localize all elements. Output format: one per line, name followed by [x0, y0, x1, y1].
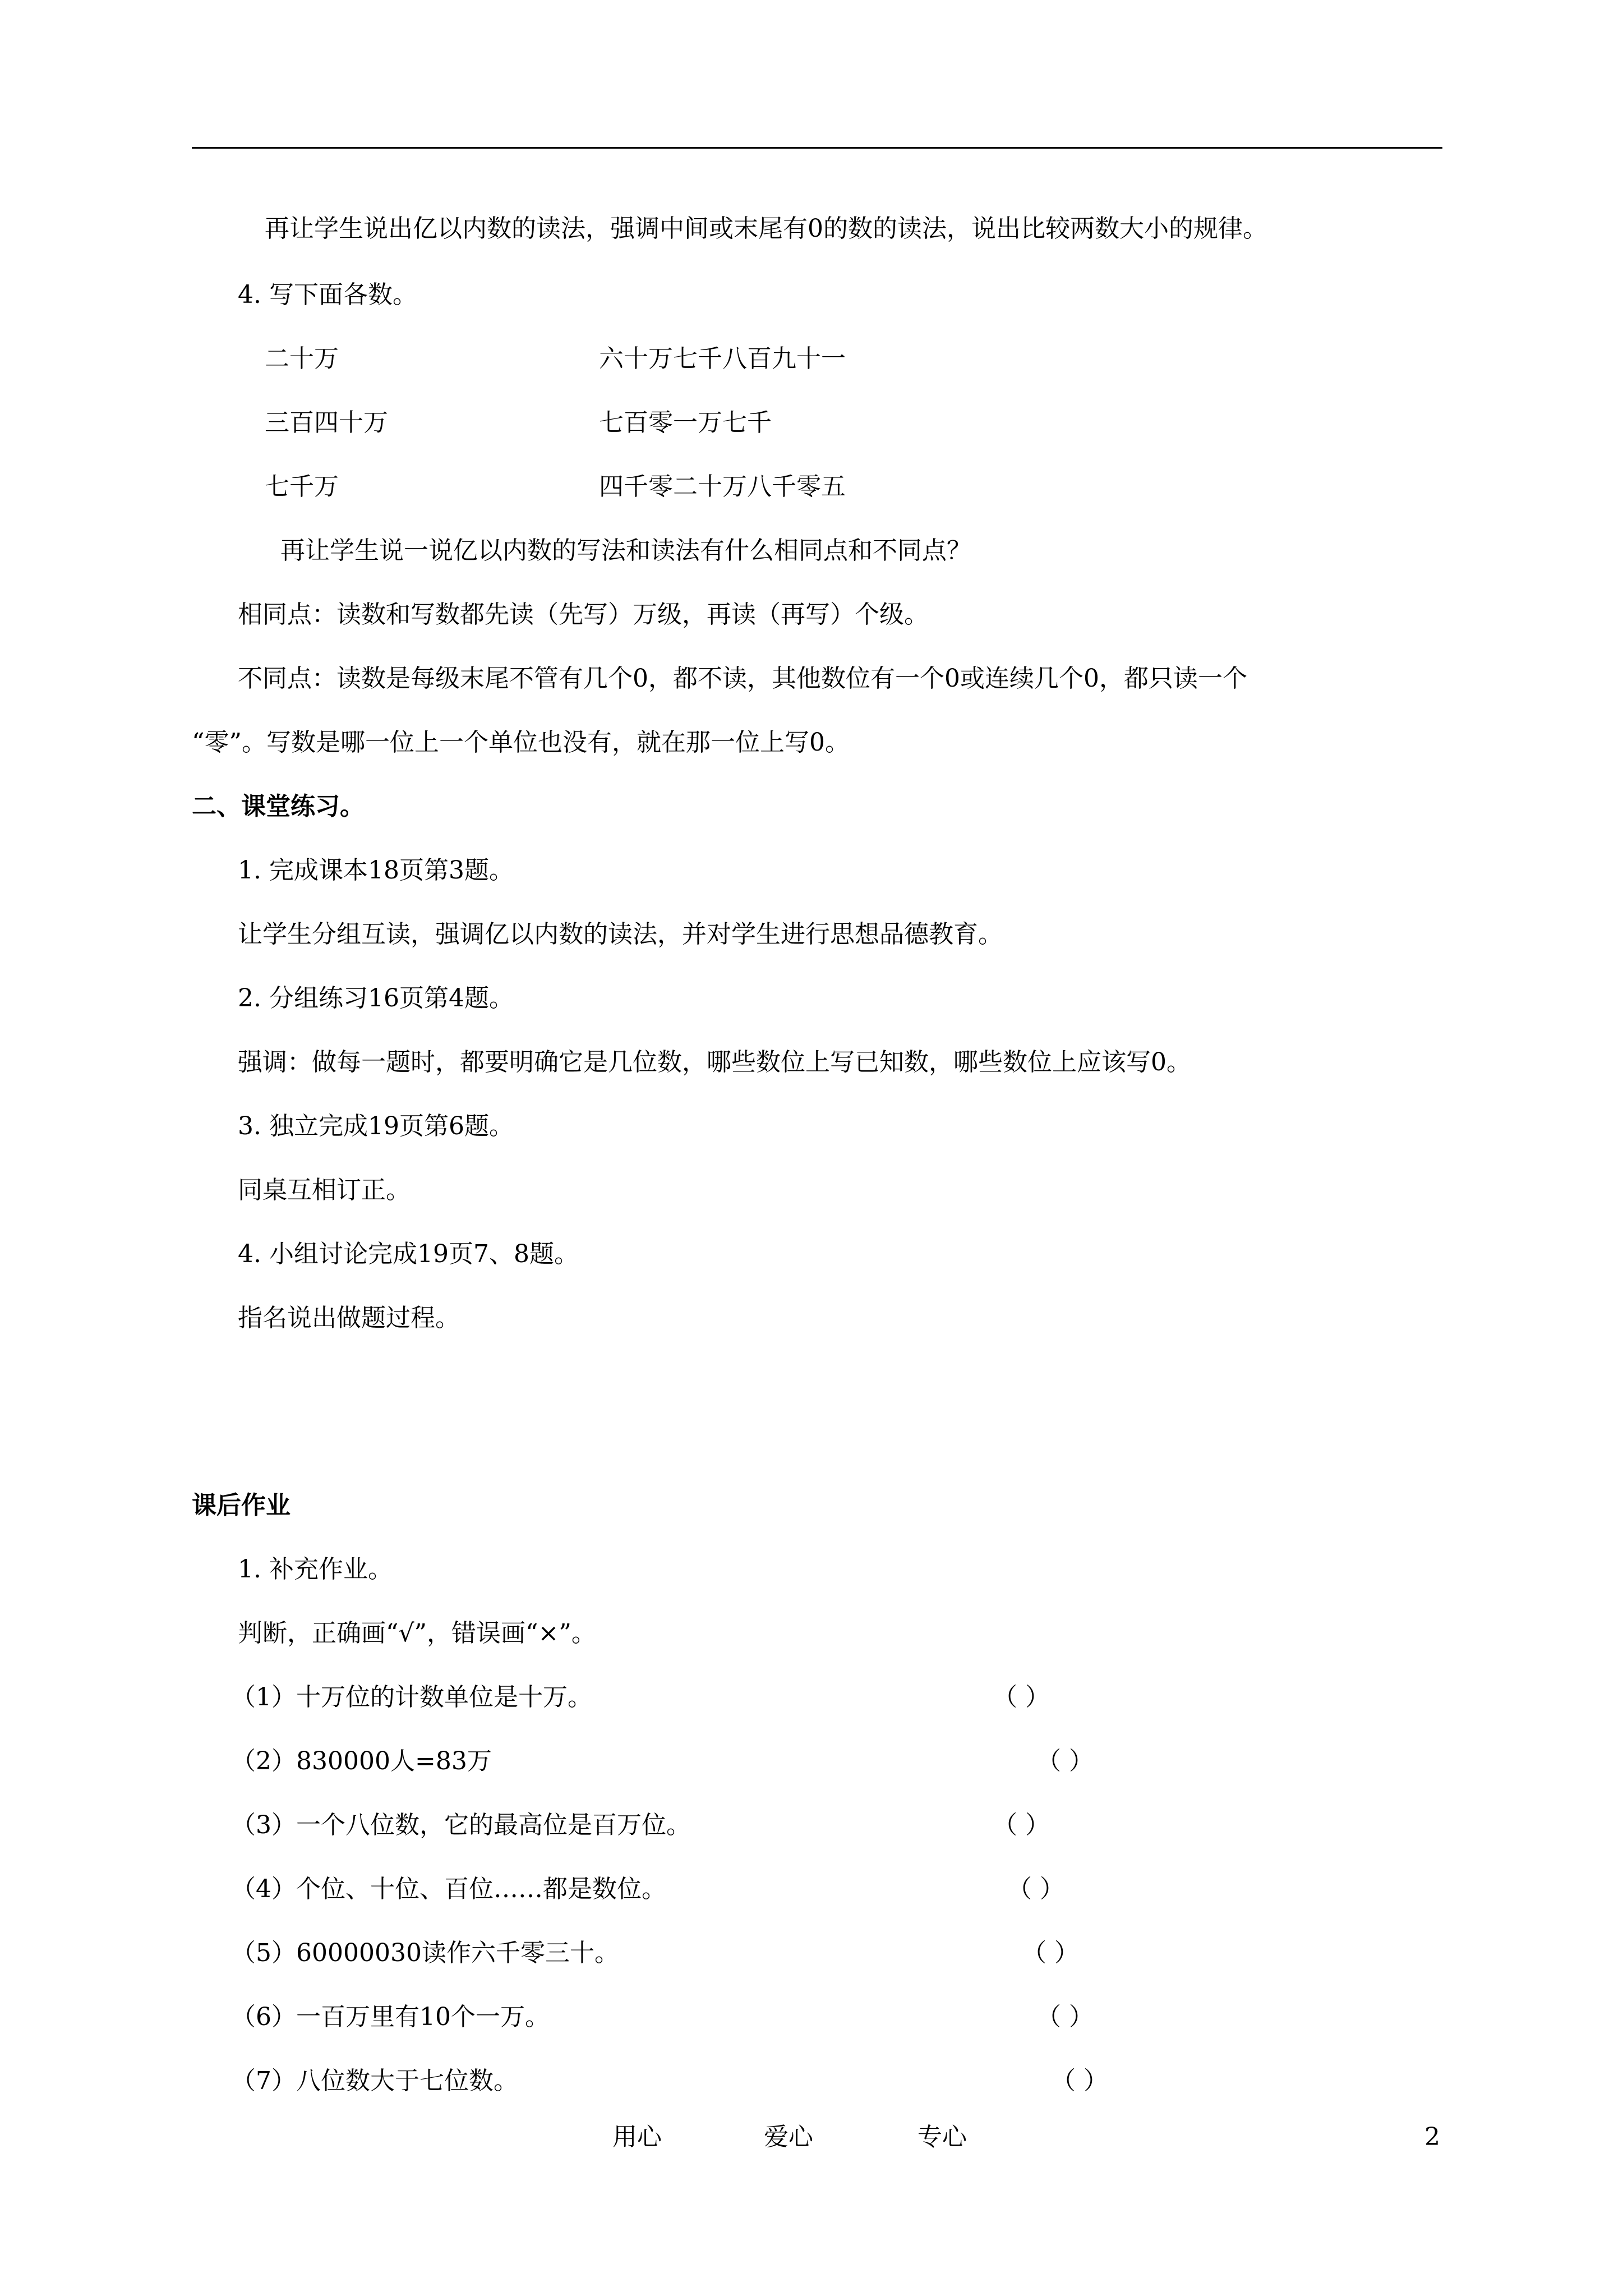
answer-bracket: （ ）	[993, 1811, 1050, 1839]
judgement-item: （4）个位、十位、百位……都是数位。	[231, 1875, 666, 1903]
homework-instruction: 判断，正确画“√”，错误画“×”。	[238, 1619, 596, 1648]
judgement-item: （6）一百万里有10个一万。	[231, 2003, 550, 2031]
ask-paragraph: 再让学生说一说亿以内数的写法和读法有什么相同点和不同点？	[280, 536, 971, 565]
judgement-item: （3）一个八位数，它的最高位是百万位。	[231, 1811, 691, 1839]
practice-line: 让学生分组互读，强调亿以内数的读法，并对学生进行思想品德教育。	[238, 920, 1003, 949]
q4-item-left: 七千万	[265, 472, 339, 501]
answer-bracket: （ ）	[993, 1683, 1050, 1711]
judgement-item: （1）十万位的计数单位是十万。	[231, 1683, 592, 1711]
q4-item-right: 七百零一万七千	[599, 408, 772, 437]
judgement-item: （2）830000人=83万	[231, 1747, 492, 1775]
answer-bracket: （ ）	[1036, 2003, 1094, 2031]
practice-line: 指名说出做题过程。	[238, 1304, 460, 1332]
judgement-item: （5）60000030读作六千零三十。	[231, 1939, 619, 1967]
diff-paragraph: 不同点：读数是每级末尾不管有几个0，都不读，其他数位有一个0或连续几个0，都只读一个	[238, 664, 1247, 693]
answer-bracket: （ ）	[1007, 1875, 1064, 1903]
homework-line: 1. 补充作业。	[238, 1555, 393, 1584]
q4-item-left: 二十万	[265, 344, 339, 373]
practice-line: 1. 完成课本18页第3题。	[238, 856, 514, 885]
judgement-item: （7）八位数大于七位数。	[231, 2067, 518, 2095]
page-number: 2	[1424, 2123, 1440, 2151]
practice-line: 同桌互相订正。	[238, 1176, 411, 1204]
practice-line: 强调：做每一题时，都要明确它是几位数，哪些数位上写已知数，哪些数位上应该写0。	[238, 1048, 1191, 1076]
q4-item-right: 六十万七千八百九十一	[599, 344, 846, 373]
header-rule	[192, 147, 1442, 149]
practice-line: 2. 分组练习16页第4题。	[238, 984, 514, 1013]
section-heading: 二、课堂练习。	[192, 792, 365, 821]
practice-line: 4. 小组讨论完成19页7、8题。	[238, 1240, 579, 1268]
same-paragraph: 相同点：读数和写数都先读（先写）万级，再读（再写）个级。	[238, 600, 929, 629]
q4-item-right: 四千零二十万八千零五	[599, 472, 846, 501]
intro-paragraph: 再让学生说出亿以内数的读法，强调中间或末尾有0的数的读法，说出比较两数大小的规律。	[265, 214, 1267, 243]
answer-bracket: （ ）	[1051, 2067, 1108, 2095]
footer-word: 专心	[917, 2123, 967, 2151]
q4-item-left: 三百四十万	[265, 408, 388, 437]
homework-heading: 课后作业	[192, 1491, 291, 1520]
answer-bracket: （ ）	[1036, 1747, 1094, 1775]
answer-bracket: （ ）	[1022, 1939, 1079, 1967]
practice-line: 3. 独立完成19页第6题。	[238, 1112, 514, 1140]
footer-word: 用心	[612, 2123, 662, 2151]
q4-title: 4. 写下面各数。	[238, 280, 417, 309]
diff-paragraph-cont: “零”。写数是哪一位上一个单位也没有，就在那一位上写0。	[192, 728, 850, 757]
footer-word: 爱心	[764, 2123, 813, 2151]
